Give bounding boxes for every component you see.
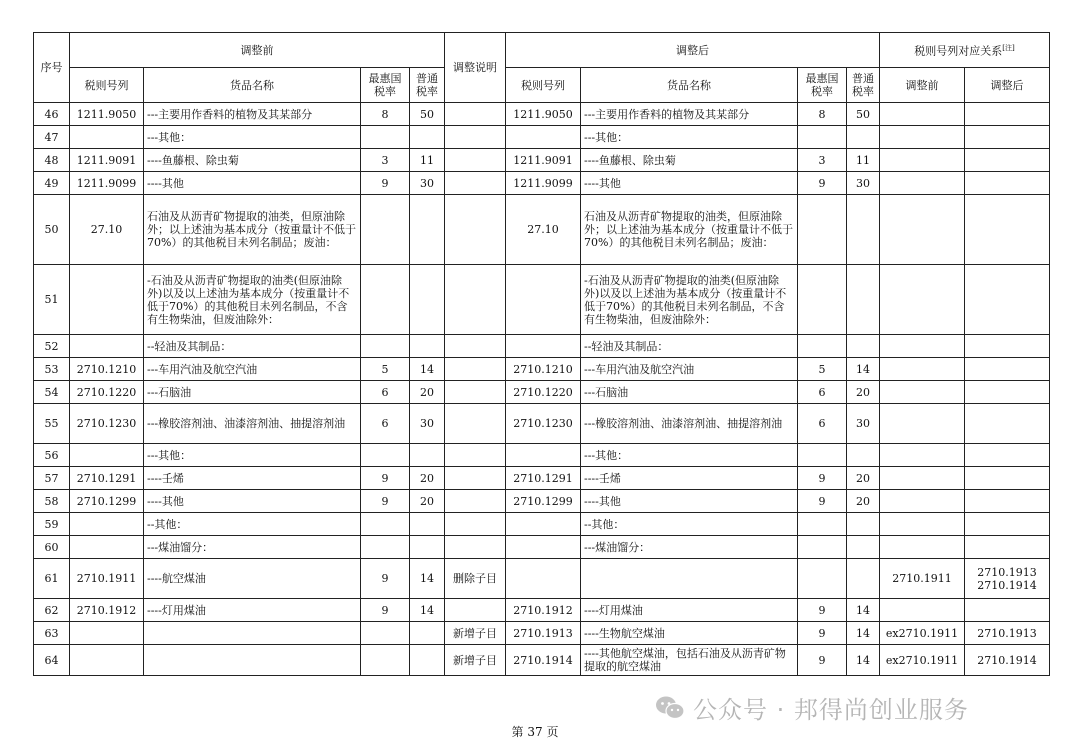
before-code-cell: 2710.1912: [70, 599, 144, 622]
table-row: [34, 358, 1050, 381]
after-general-cell: 20: [847, 467, 880, 490]
seq-cell: 58: [34, 490, 70, 513]
before-name-cell: [144, 622, 361, 645]
before-mfn-cell: [361, 444, 410, 467]
corr-before-cell: [880, 149, 965, 172]
after-general-cell: [847, 126, 880, 149]
before-name-cell: ----其他: [144, 172, 361, 195]
before-name-cell: [144, 645, 361, 676]
before-general-cell: 30: [410, 172, 445, 195]
before-code-cell: 27.10: [70, 195, 144, 265]
corr-after-cell: 2710.1913: [965, 622, 1050, 645]
before-mfn-cell: 8: [361, 103, 410, 126]
corr-before-cell: ex2710.1911: [880, 645, 965, 676]
corr-before-cell: [880, 172, 965, 195]
header-correspondence-label: 税则号列对应关系: [914, 44, 1003, 58]
explanation-cell: [445, 358, 506, 381]
after-mfn-cell: 9: [798, 490, 847, 513]
seq-cell: 62: [34, 599, 70, 622]
table-row: [34, 103, 1050, 126]
after-mfn-cell: [798, 195, 847, 265]
seq-cell: 55: [34, 404, 70, 444]
before-name-cell: ---车用汽油及航空汽油: [144, 358, 361, 381]
before-mfn-cell: [361, 536, 410, 559]
explanation-cell: [445, 444, 506, 467]
before-code-cell: 1211.9099: [70, 172, 144, 195]
corr-before-cell: [880, 335, 965, 358]
corr-before-cell: [880, 195, 965, 265]
corr-after-cell: [965, 467, 1050, 490]
before-general-cell: [410, 622, 445, 645]
before-general-cell: 30: [410, 404, 445, 444]
before-mfn-cell: 9: [361, 172, 410, 195]
explanation-cell: [445, 172, 506, 195]
after-general-cell: [847, 513, 880, 536]
table-row: [34, 645, 1050, 676]
before-general-cell: [410, 335, 445, 358]
explanation-cell: [445, 490, 506, 513]
after-code-cell: 2710.1230: [506, 404, 581, 444]
explanation-cell: [445, 126, 506, 149]
before-mfn-cell: 3: [361, 149, 410, 172]
after-mfn-cell: 5: [798, 358, 847, 381]
before-mfn-cell: 9: [361, 559, 410, 599]
after-general-cell: 14: [847, 622, 880, 645]
after-mfn-cell: [798, 559, 847, 599]
before-general-cell: [410, 645, 445, 676]
after-general-cell: 11: [847, 149, 880, 172]
after-code-cell: 2710.1210: [506, 358, 581, 381]
watermark-text: 公众号 · 邦得尚创业服务: [693, 696, 969, 724]
corr-after-cell: [965, 149, 1050, 172]
after-general-cell: 30: [847, 404, 880, 444]
seq-cell: 46: [34, 103, 70, 126]
after-mfn-cell: 9: [798, 599, 847, 622]
after-mfn-cell: 6: [798, 404, 847, 444]
explanation-cell: [445, 513, 506, 536]
before-general-cell: 20: [410, 467, 445, 490]
after-name-cell: ----其他航空煤油，包括石油及从沥青矿物提取的航空煤油: [581, 645, 798, 676]
after-name-cell: ---石脑油: [581, 381, 798, 404]
after-general-cell: 20: [847, 490, 880, 513]
before-general-cell: [410, 265, 445, 335]
watermark: [655, 690, 969, 725]
before-mfn-cell: [361, 622, 410, 645]
table-row: [34, 381, 1050, 404]
table-row: [34, 149, 1050, 172]
table-row: [34, 490, 1050, 513]
after-name-cell: ----灯用煤油: [581, 599, 798, 622]
after-name-cell: ----鱼藤根、除虫菊: [581, 149, 798, 172]
before-general-cell: 11: [410, 149, 445, 172]
before-code-cell: [70, 335, 144, 358]
after-code-cell: 2710.1220: [506, 381, 581, 404]
corr-after-cell: [965, 195, 1050, 265]
explanation-cell: [445, 195, 506, 265]
before-general-cell: 14: [410, 358, 445, 381]
after-code-cell: [506, 444, 581, 467]
after-code-cell: 27.10: [506, 195, 581, 265]
after-general-cell: 14: [847, 599, 880, 622]
table-row: [34, 559, 1050, 599]
explanation-cell: 删除子目: [445, 559, 506, 599]
after-code-cell: 2710.1914: [506, 645, 581, 676]
after-mfn-cell: [798, 536, 847, 559]
after-name-cell: --其他：: [581, 513, 798, 536]
corr-before-cell: [880, 126, 965, 149]
table-row: [34, 622, 1050, 645]
header-after-general: 普通税率: [847, 68, 880, 103]
corr-after-cell: [965, 172, 1050, 195]
after-code-cell: [506, 513, 581, 536]
before-mfn-cell: 9: [361, 490, 410, 513]
explanation-cell: [445, 536, 506, 559]
before-name-cell: ---石脑油: [144, 381, 361, 404]
after-general-cell: 14: [847, 645, 880, 676]
corr-after-cell: [965, 536, 1050, 559]
corr-after-cell: [965, 513, 1050, 536]
after-mfn-cell: [798, 335, 847, 358]
corr-after-cell: [965, 490, 1050, 513]
before-mfn-cell: 9: [361, 467, 410, 490]
corr-before-cell: [880, 381, 965, 404]
before-code-cell: [70, 622, 144, 645]
before-mfn-cell: [361, 126, 410, 149]
before-name-cell: --其他：: [144, 513, 361, 536]
header-correspondence: [880, 33, 1050, 68]
before-name-cell: ---其他：: [144, 126, 361, 149]
after-code-cell: [506, 335, 581, 358]
header-explanation: 调整说明: [445, 33, 506, 103]
before-code-cell: 2710.1911: [70, 559, 144, 599]
table-row: [34, 195, 1050, 265]
explanation-cell: [445, 335, 506, 358]
before-name-cell: ----航空煤油: [144, 559, 361, 599]
after-general-cell: [847, 335, 880, 358]
after-name-cell: ----其他: [581, 490, 798, 513]
corr-before-cell: [880, 404, 965, 444]
explanation-cell: [445, 265, 506, 335]
corr-before-cell: [880, 536, 965, 559]
before-mfn-cell: 5: [361, 358, 410, 381]
note-mark: [注]: [1002, 44, 1015, 53]
table-row: [34, 404, 1050, 444]
before-code-cell: 2710.1220: [70, 381, 144, 404]
explanation-cell: [445, 381, 506, 404]
after-general-cell: 30: [847, 172, 880, 195]
header-before-code: 税则号列: [70, 68, 144, 103]
header-after-name: 货品名称: [581, 68, 798, 103]
before-code-cell: 2710.1210: [70, 358, 144, 381]
seq-cell: 49: [34, 172, 70, 195]
before-name-cell: ----其他: [144, 490, 361, 513]
corr-after-cell: 2710.1914: [965, 645, 1050, 676]
table-row: [34, 335, 1050, 358]
after-code-cell: 1211.9050: [506, 103, 581, 126]
before-general-cell: 14: [410, 559, 445, 599]
before-general-cell: 20: [410, 490, 445, 513]
before-code-cell: 2710.1230: [70, 404, 144, 444]
corr-after-cell: [965, 444, 1050, 467]
corr-before-cell: [880, 599, 965, 622]
after-name-cell: [581, 559, 798, 599]
before-mfn-cell: 6: [361, 404, 410, 444]
corr-after-cell: [965, 599, 1050, 622]
seq-cell: 54: [34, 381, 70, 404]
after-name-cell: ---主要用作香料的植物及其某部分: [581, 103, 798, 126]
before-name-cell: ---橡胶溶剂油、油漆溶剂油、抽提溶剂油: [144, 404, 361, 444]
corr-after-cell: [965, 265, 1050, 335]
explanation-cell: [445, 103, 506, 126]
after-name-cell: ---煤油馏分：: [581, 536, 798, 559]
before-name-cell: ----灯用煤油: [144, 599, 361, 622]
before-general-cell: [410, 513, 445, 536]
before-name-cell: ----鱼藤根、除虫菊: [144, 149, 361, 172]
after-general-cell: [847, 559, 880, 599]
table-row: [34, 467, 1050, 490]
before-general-cell: 50: [410, 103, 445, 126]
table-row: [34, 265, 1050, 335]
before-general-cell: [410, 444, 445, 467]
before-mfn-cell: [361, 645, 410, 676]
after-general-cell: 50: [847, 103, 880, 126]
after-mfn-cell: 6: [798, 381, 847, 404]
seq-cell: 60: [34, 536, 70, 559]
after-code-cell: [506, 126, 581, 149]
corr-before-cell: [880, 444, 965, 467]
header-corr-before: 调整前: [880, 68, 965, 103]
corr-before-cell: [880, 358, 965, 381]
table-body: [34, 103, 1050, 676]
after-mfn-cell: [798, 265, 847, 335]
before-code-cell: [70, 536, 144, 559]
after-mfn-cell: 9: [798, 172, 847, 195]
before-code-cell: 2710.1299: [70, 490, 144, 513]
before-name-cell: ----壬烯: [144, 467, 361, 490]
after-mfn-cell: [798, 513, 847, 536]
corr-after-cell: [965, 335, 1050, 358]
header-before: 调整前: [70, 33, 445, 68]
header-after-mfn: 最惠国税率: [798, 68, 847, 103]
after-name-cell: 石油及从沥青矿物提取的油类，但原油除外；以上述油为基本成分（按重量计不低于70%）的其他税目未列名制品；废油：: [581, 195, 798, 265]
table-row: [34, 513, 1050, 536]
seq-cell: 59: [34, 513, 70, 536]
before-code-cell: 1211.9050: [70, 103, 144, 126]
after-name-cell: ----壬烯: [581, 467, 798, 490]
header-corr-after: 调整后: [965, 68, 1050, 103]
seq-cell: 52: [34, 335, 70, 358]
after-name-cell: ----生物航空煤油: [581, 622, 798, 645]
explanation-cell: [445, 467, 506, 490]
after-general-cell: 14: [847, 358, 880, 381]
explanation-cell: [445, 599, 506, 622]
after-code-cell: 2710.1299: [506, 490, 581, 513]
corr-before-cell: [880, 265, 965, 335]
after-name-cell: ---其他：: [581, 444, 798, 467]
after-name-cell: ---橡胶溶剂油、油漆溶剂油、抽提溶剂油: [581, 404, 798, 444]
before-code-cell: [70, 645, 144, 676]
table-row: [34, 126, 1050, 149]
after-mfn-cell: 3: [798, 149, 847, 172]
corr-after-cell: [965, 126, 1050, 149]
corr-before-cell: [880, 467, 965, 490]
before-general-cell: [410, 536, 445, 559]
tariff-adjustment-table: [33, 32, 1050, 676]
seq-cell: 56: [34, 444, 70, 467]
before-code-cell: [70, 444, 144, 467]
header-before-mfn: 最惠国税率: [361, 68, 410, 103]
corr-before-cell: ex2710.1911: [880, 622, 965, 645]
before-mfn-cell: [361, 195, 410, 265]
after-code-cell: 1211.9099: [506, 172, 581, 195]
after-mfn-cell: 8: [798, 103, 847, 126]
seq-cell: 64: [34, 645, 70, 676]
corr-after-cell: 2710.1913 2710.1914: [965, 559, 1050, 599]
before-mfn-cell: 6: [361, 381, 410, 404]
page-number: 第 37 页: [511, 725, 559, 739]
after-code-cell: 2710.1912: [506, 599, 581, 622]
before-name-cell: -石油及从沥青矿物提取的油类(但原油除外)以及以上述油为基本成分（按重量计不低于70%）的其他税目未列名制品，不含有生物柴油，但废油除外：: [144, 265, 361, 335]
corr-before-cell: [880, 490, 965, 513]
after-mfn-cell: [798, 444, 847, 467]
seq-cell: 51: [34, 265, 70, 335]
corr-after-cell: [965, 103, 1050, 126]
before-code-cell: [70, 265, 144, 335]
after-general-cell: [847, 195, 880, 265]
before-general-cell: [410, 195, 445, 265]
table-row: [34, 444, 1050, 467]
before-name-cell: ---其他：: [144, 444, 361, 467]
header-after-code: 税则号列: [506, 68, 581, 103]
after-name-cell: ---其他：: [581, 126, 798, 149]
before-mfn-cell: [361, 513, 410, 536]
before-code-cell: 1211.9091: [70, 149, 144, 172]
after-mfn-cell: [798, 126, 847, 149]
corr-before-cell: [880, 513, 965, 536]
after-code-cell: 2710.1291: [506, 467, 581, 490]
before-mfn-cell: 9: [361, 599, 410, 622]
seq-cell: 48: [34, 149, 70, 172]
seq-cell: 47: [34, 126, 70, 149]
seq-cell: 53: [34, 358, 70, 381]
before-general-cell: 20: [410, 381, 445, 404]
after-general-cell: [847, 265, 880, 335]
table-row: [34, 599, 1050, 622]
corr-after-cell: [965, 404, 1050, 444]
before-name-cell: 石油及从沥青矿物提取的油类，但原油除外；以上述油为基本成分（按重量计不低于70%）的其他税目未列名制品；废油：: [144, 195, 361, 265]
before-code-cell: 2710.1291: [70, 467, 144, 490]
header-seq: 序号: [34, 33, 70, 103]
before-general-cell: 14: [410, 599, 445, 622]
header-before-general: 普通税率: [410, 68, 445, 103]
explanation-cell: 新增子目: [445, 622, 506, 645]
after-code-cell: 2710.1913: [506, 622, 581, 645]
after-code-cell: [506, 265, 581, 335]
corr-before-cell: [880, 103, 965, 126]
before-name-cell: ---煤油馏分：: [144, 536, 361, 559]
corr-after-cell: [965, 358, 1050, 381]
header-after: 调整后: [506, 33, 880, 68]
before-name-cell: --轻油及其制品：: [144, 335, 361, 358]
table-row: [34, 536, 1050, 559]
after-name-cell: --轻油及其制品：: [581, 335, 798, 358]
seq-cell: 61: [34, 559, 70, 599]
after-general-cell: 20: [847, 381, 880, 404]
after-mfn-cell: 9: [798, 622, 847, 645]
before-mfn-cell: [361, 335, 410, 358]
before-name-cell: ---主要用作香料的植物及其某部分: [144, 103, 361, 126]
after-code-cell: [506, 536, 581, 559]
after-name-cell: -石油及从沥青矿物提取的油类(但原油除外)以及以上述油为基本成分（按重量计不低于70%）的其他税目未列名制品，不含有生物柴油，但废油除外：: [581, 265, 798, 335]
after-mfn-cell: 9: [798, 645, 847, 676]
after-general-cell: [847, 536, 880, 559]
table-row: [34, 172, 1050, 195]
explanation-cell: [445, 404, 506, 444]
seq-cell: 63: [34, 622, 70, 645]
before-code-cell: [70, 513, 144, 536]
corr-before-cell: 2710.1911: [880, 559, 965, 599]
after-name-cell: ---车用汽油及航空汽油: [581, 358, 798, 381]
wechat-icon: [655, 695, 685, 721]
after-name-cell: ----其他: [581, 172, 798, 195]
after-mfn-cell: 9: [798, 467, 847, 490]
before-general-cell: [410, 126, 445, 149]
explanation-cell: [445, 149, 506, 172]
after-code-cell: [506, 559, 581, 599]
seq-cell: 57: [34, 467, 70, 490]
corr-after-cell: [965, 381, 1050, 404]
after-code-cell: 1211.9091: [506, 149, 581, 172]
before-mfn-cell: [361, 265, 410, 335]
header-before-name: 货品名称: [144, 68, 361, 103]
explanation-cell: 新增子目: [445, 645, 506, 676]
seq-cell: 50: [34, 195, 70, 265]
after-general-cell: [847, 444, 880, 467]
before-code-cell: [70, 126, 144, 149]
